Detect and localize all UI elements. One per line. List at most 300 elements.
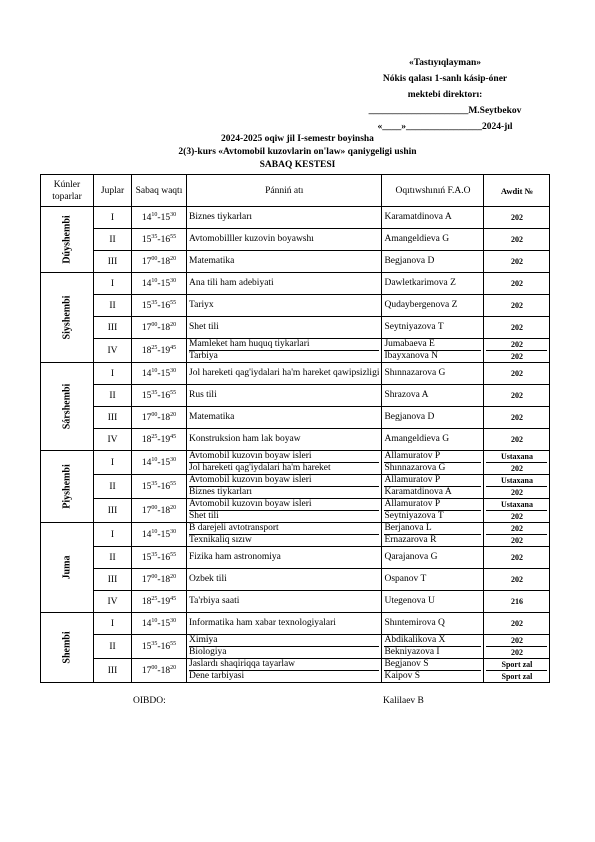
time-start-h: 15 <box>141 482 152 493</box>
lesson-time: $17^{00}-18^{20}$ <box>132 569 187 591</box>
lesson-time: $15^{35}-16^{55}$ <box>132 547 187 569</box>
subject-text: Biologiya <box>189 646 379 658</box>
teacher-text: Shınnazarova G <box>384 462 481 474</box>
subject-cell <box>187 429 382 451</box>
approval-signature-line: _____________________M.Seytbekov <box>368 106 522 116</box>
room-cell <box>484 407 550 429</box>
time-start-m: 00 <box>151 321 158 328</box>
subject-text: B darejeli avtotransport <box>189 523 279 533</box>
room-text: 202 <box>510 279 523 288</box>
time-end-h: 16 <box>160 391 171 402</box>
room-cell <box>484 385 550 407</box>
time-start-h: 18 <box>141 435 152 446</box>
subject-text: Jol hareketi qag'iydalari ha'm hareket qawipsizligi <box>189 368 380 378</box>
day-cell <box>41 523 94 613</box>
table-row <box>41 407 550 429</box>
pair-number: II <box>94 547 132 569</box>
header-time: Sabaq waqtı <box>132 175 187 207</box>
table-row <box>41 317 550 339</box>
teacher-text: Utegenova U <box>384 596 435 606</box>
room-text: Ustaxana <box>500 476 533 485</box>
time-end-m: 45 <box>170 344 177 351</box>
table-row <box>41 613 550 635</box>
teacher-text: Seytniyazova T <box>384 510 481 522</box>
lesson-time: $15^{35}-16^{55}$ <box>132 475 187 499</box>
subject-cell <box>187 385 382 407</box>
table-row <box>41 451 550 475</box>
day-label: Siyshembi <box>61 295 73 340</box>
pair-number: II <box>94 295 132 317</box>
teacher-cell <box>382 429 484 451</box>
pair-number: III <box>94 407 132 429</box>
room-text: 202 <box>510 301 523 310</box>
time-start-m: 00 <box>151 504 158 511</box>
subject-text: Ana tili ham adebiyati <box>189 278 274 288</box>
time-start-m: 00 <box>151 573 158 580</box>
subject-text: Jol hareketi qag'iydalari ha'm hareket <box>189 462 379 474</box>
pair-number: I <box>94 451 132 475</box>
teacher-cell <box>382 499 484 523</box>
approval-block <box>330 55 560 135</box>
pair-number: I <box>94 273 132 295</box>
subject-text: Jaslardı shaqiriqqa tayarlaw <box>189 659 296 669</box>
time-end-m: 55 <box>170 389 177 396</box>
subject-text: Fizika ham astronomiya <box>189 552 281 562</box>
subject-cell <box>187 635 382 659</box>
pair-number: III <box>94 499 132 523</box>
room-cell <box>484 613 550 635</box>
teacher-text: Ospanov T <box>384 574 427 584</box>
room-cell <box>484 273 550 295</box>
time-start-m: 25 <box>151 344 158 351</box>
time-end-m: 55 <box>170 480 177 487</box>
pair-number: II <box>94 475 132 499</box>
table-row <box>41 659 550 683</box>
title-line: SABAQ KESTESI <box>259 160 336 170</box>
teacher-text: Kaipov S <box>384 670 481 682</box>
header-pair: Juplar <box>94 175 132 207</box>
teacher-text: Qarajanova G <box>384 552 438 562</box>
time-start-h: 15 <box>141 553 152 564</box>
pair-number: II <box>94 229 132 251</box>
subject-text: Avtomobilller kuzovin boyawshı <box>189 234 314 244</box>
room-text: 202 <box>486 462 547 474</box>
subject-text: Biznes tiykarları <box>189 212 253 222</box>
teacher-text: Ibayxanova N <box>384 350 481 362</box>
subject-text: Ta'rbiya saati <box>189 596 240 606</box>
time-end-m: 20 <box>170 664 177 671</box>
time-start-h: 17 <box>141 413 152 424</box>
teacher-cell <box>382 475 484 499</box>
time-start-h: 18 <box>141 346 152 357</box>
time-start-m: 10 <box>151 277 158 284</box>
time-end-m: 20 <box>170 573 177 580</box>
teacher-cell <box>382 229 484 251</box>
pair-number: III <box>94 317 132 339</box>
time-end-m: 55 <box>170 551 177 558</box>
time-end-h: 16 <box>160 301 171 312</box>
header-room: Awdit № <box>484 175 550 207</box>
time-end-m: 30 <box>170 456 177 463</box>
schedule-body <box>41 207 550 683</box>
time-end-h: 15 <box>160 619 171 630</box>
day-label: Shembi <box>61 631 73 664</box>
time-end-m: 20 <box>170 255 177 262</box>
header-day: Kúnler toparlar <box>41 175 94 207</box>
time-start-m: 35 <box>151 480 158 487</box>
time-start-m: 10 <box>151 456 158 463</box>
room-cell <box>484 499 550 523</box>
time-end-m: 30 <box>170 528 177 535</box>
table-row <box>41 295 550 317</box>
time-end-h: 16 <box>160 235 171 246</box>
lesson-time: $15^{35}-16^{55}$ <box>132 635 187 659</box>
lesson-time: $14^{10}-15^{30}$ <box>132 363 187 385</box>
header-subject: Pánniń atı <box>187 175 382 207</box>
subject-text: Shet tili <box>189 510 379 522</box>
teacher-cell <box>382 635 484 659</box>
room-text: 202 <box>510 435 523 444</box>
lesson-time: $17^{00}-18^{20}$ <box>132 317 187 339</box>
teacher-cell <box>382 317 484 339</box>
subject-text: Ximiya <box>189 635 218 645</box>
time-start-h: 14 <box>141 458 152 469</box>
teacher-cell <box>382 339 484 363</box>
time-end-h: 15 <box>160 213 171 224</box>
room-text: 202 <box>486 534 547 546</box>
time-end-m: 30 <box>170 277 177 284</box>
subject-cell <box>187 475 382 499</box>
subject-cell <box>187 659 382 683</box>
room-text: 202 <box>486 510 547 522</box>
subject-cell <box>187 317 382 339</box>
time-start-m: 10 <box>151 211 158 218</box>
room-text: 202 <box>510 323 523 332</box>
lesson-time: $14^{10}-15^{30}$ <box>132 207 187 229</box>
subject-text: Konstruksion ham lak boyaw <box>189 434 301 444</box>
day-label: Sárshembi <box>61 383 73 430</box>
time-start-h: 17 <box>141 257 152 268</box>
room-cell <box>484 659 550 683</box>
subject-text: Mamleket ham huquq tiykarlari <box>189 339 310 349</box>
time-start-m: 00 <box>151 664 158 671</box>
time-start-m: 35 <box>151 389 158 396</box>
schedule-table <box>40 174 550 683</box>
table-row <box>41 251 550 273</box>
lesson-time: $17^{00}-18^{20}$ <box>132 499 187 523</box>
subject-cell <box>187 251 382 273</box>
time-start-h: 15 <box>141 235 152 246</box>
time-start-h: 15 <box>141 391 152 402</box>
time-start-m: 35 <box>151 233 158 240</box>
room-text: Sport zal <box>501 660 533 669</box>
time-start-m: 35 <box>151 551 158 558</box>
teacher-text: Shıntemirova Q <box>384 618 445 628</box>
subject-text: Ozbek tili <box>189 574 227 584</box>
room-text: 202 <box>510 369 523 378</box>
teacher-cell <box>382 613 484 635</box>
pair-number: IV <box>94 339 132 363</box>
subject-text: Informatika ham xabar texnologiyalari <box>189 618 336 628</box>
subject-text: Dene tarbiyasi <box>189 670 379 682</box>
document-title <box>0 133 595 172</box>
time-end-h: 15 <box>160 530 171 541</box>
time-start-m: 10 <box>151 367 158 374</box>
time-end-m: 45 <box>170 595 177 602</box>
room-cell <box>484 591 550 613</box>
teacher-text: Amangeldieva G <box>384 434 450 444</box>
room-text: Ustaxana <box>500 452 533 461</box>
time-start-h: 17 <box>141 575 152 586</box>
subject-text: Biznes tiykarları <box>189 486 379 498</box>
pair-number: III <box>94 659 132 683</box>
teacher-text: Ernazarova R <box>384 534 481 546</box>
time-start-h: 17 <box>141 506 152 517</box>
room-text: 202 <box>510 524 523 533</box>
lesson-time: $17^{00}-18^{20}$ <box>132 659 187 683</box>
time-start-h: 18 <box>141 597 152 608</box>
time-start-h: 14 <box>141 530 152 541</box>
time-end-h: 18 <box>160 575 171 586</box>
subject-cell <box>187 523 382 547</box>
room-text: 202 <box>510 391 523 400</box>
time-start-h: 14 <box>141 369 152 380</box>
time-end-h: 18 <box>160 257 171 268</box>
footer-oibdo: OIBDO: <box>133 696 166 706</box>
room-text: 202 <box>486 646 547 658</box>
teacher-cell <box>382 547 484 569</box>
lesson-time: $18^{25}-19^{45}$ <box>132 339 187 363</box>
pair-number: IV <box>94 429 132 451</box>
time-end-h: 19 <box>160 435 171 446</box>
room-cell <box>484 339 550 363</box>
table-row <box>41 475 550 499</box>
time-start-m: 35 <box>151 640 158 647</box>
subject-text: Matematika <box>189 412 235 422</box>
teacher-cell <box>382 591 484 613</box>
time-end-h: 19 <box>160 346 171 357</box>
footer-signatory: Kalilaev B <box>383 696 424 706</box>
table-row <box>41 207 550 229</box>
lesson-time: $15^{35}-16^{55}$ <box>132 385 187 407</box>
room-cell <box>484 229 550 251</box>
time-end-h: 18 <box>160 666 171 677</box>
subject-cell <box>187 363 382 385</box>
time-start-h: 17 <box>141 666 152 677</box>
teacher-text: Shınnazarova G <box>384 368 446 378</box>
teacher-cell <box>382 407 484 429</box>
subject-text: Avtomobil kuzovın boyaw isleri <box>189 499 312 509</box>
subject-cell <box>187 591 382 613</box>
room-text: 202 <box>510 213 523 222</box>
title-line: 2024-2025 oqiw jil I-semestr boyinsha <box>221 134 374 144</box>
room-text: 202 <box>510 235 523 244</box>
teacher-text: Allamuratov P <box>384 499 441 509</box>
teacher-text: Bekniyazova I <box>384 646 481 658</box>
subject-text: Tariyx <box>189 300 214 310</box>
lesson-time: $17^{00}-18^{20}$ <box>132 251 187 273</box>
teacher-text: Berjanova L <box>384 523 432 533</box>
table-row <box>41 339 550 363</box>
time-start-h: 15 <box>141 642 152 653</box>
teacher-cell <box>382 569 484 591</box>
subject-text: Avtomobil kuzovın boyaw isleri <box>189 475 312 485</box>
subject-cell <box>187 229 382 251</box>
table-row <box>41 363 550 385</box>
room-cell <box>484 547 550 569</box>
teacher-cell <box>382 251 484 273</box>
subject-cell <box>187 613 382 635</box>
teacher-cell <box>382 273 484 295</box>
teacher-cell <box>382 295 484 317</box>
time-end-m: 55 <box>170 233 177 240</box>
teacher-text: Shrazova A <box>384 390 429 400</box>
room-text: 202 <box>510 553 523 562</box>
teacher-text: Karamatdinova A <box>384 486 481 498</box>
day-label: Juma <box>61 555 73 580</box>
teacher-cell <box>382 363 484 385</box>
teacher-text: Allamuratov P <box>384 451 441 461</box>
room-text: 202 <box>510 619 523 628</box>
room-cell <box>484 207 550 229</box>
lesson-time: $17^{00}-18^{20}$ <box>132 407 187 429</box>
subject-cell <box>187 569 382 591</box>
room-cell <box>484 295 550 317</box>
time-start-m: 10 <box>151 617 158 624</box>
teacher-text: Jumabaeva E <box>384 339 435 349</box>
lesson-time: $15^{35}-16^{55}$ <box>132 229 187 251</box>
subject-text: Matematika <box>189 256 235 266</box>
table-row <box>41 499 550 523</box>
room-cell <box>484 429 550 451</box>
time-start-m: 00 <box>151 255 158 262</box>
time-end-h: 16 <box>160 642 171 653</box>
approval-line: mektebi direktorı: <box>407 90 483 100</box>
teacher-cell <box>382 659 484 683</box>
room-cell <box>484 251 550 273</box>
day-cell <box>41 207 94 273</box>
pair-number: II <box>94 385 132 407</box>
time-end-h: 15 <box>160 458 171 469</box>
teacher-text: Seytniyazova T <box>384 322 444 332</box>
day-label: Piyshembi <box>61 464 73 509</box>
lesson-time: $14^{10}-15^{30}$ <box>132 613 187 635</box>
approval-line: «Tastıyıqlayman» <box>409 58 481 68</box>
subject-cell <box>187 295 382 317</box>
time-end-h: 15 <box>160 279 171 290</box>
pair-number: I <box>94 613 132 635</box>
subject-cell <box>187 451 382 475</box>
day-cell <box>41 451 94 523</box>
lesson-time: $18^{25}-19^{45}$ <box>132 591 187 613</box>
time-end-h: 18 <box>160 323 171 334</box>
room-cell <box>484 317 550 339</box>
room-text: 202 <box>510 257 523 266</box>
teacher-cell <box>382 523 484 547</box>
time-end-m: 45 <box>170 433 177 440</box>
time-start-m: 25 <box>151 433 158 440</box>
pair-number: I <box>94 523 132 547</box>
time-end-m: 30 <box>170 211 177 218</box>
day-cell <box>41 273 94 363</box>
room-text: 202 <box>486 486 547 498</box>
teacher-text: Begjanova D <box>384 256 435 266</box>
approval-date-line: «____»________________2024-jıl <box>377 122 513 132</box>
teacher-cell <box>382 385 484 407</box>
approval-line: Nókis qalası 1-sanlı kásip-óner <box>382 74 508 84</box>
day-cell <box>41 613 94 683</box>
teacher-text: Allamuratov P <box>384 475 441 485</box>
time-end-h: 19 <box>160 597 171 608</box>
table-row <box>41 429 550 451</box>
room-cell <box>484 523 550 547</box>
subject-cell <box>187 547 382 569</box>
subject-cell <box>187 407 382 429</box>
lesson-time: $15^{35}-16^{55}$ <box>132 295 187 317</box>
room-text: 202 <box>510 575 523 584</box>
room-text: 202 <box>510 340 523 349</box>
lesson-time: $14^{10}-15^{30}$ <box>132 523 187 547</box>
time-start-m: 35 <box>151 299 158 306</box>
table-row <box>41 385 550 407</box>
time-end-m: 20 <box>170 411 177 418</box>
lesson-time: $18^{25}-19^{45}$ <box>132 429 187 451</box>
table-row <box>41 523 550 547</box>
table-row <box>41 229 550 251</box>
lesson-time: $14^{10}-15^{30}$ <box>132 451 187 475</box>
time-start-m: 00 <box>151 411 158 418</box>
lesson-time: $14^{10}-15^{30}$ <box>132 273 187 295</box>
room-text: 216 <box>510 597 523 606</box>
subject-cell <box>187 499 382 523</box>
time-start-m: 25 <box>151 595 158 602</box>
time-end-m: 30 <box>170 617 177 624</box>
teacher-text: Abdikalikova X <box>384 635 446 645</box>
room-text: 202 <box>510 413 523 422</box>
pair-number: IV <box>94 591 132 613</box>
time-start-h: 15 <box>141 301 152 312</box>
room-cell <box>484 569 550 591</box>
time-end-h: 18 <box>160 413 171 424</box>
room-text: 202 <box>510 636 523 645</box>
teacher-cell <box>382 207 484 229</box>
room-text: Sport zal <box>486 670 547 682</box>
time-start-h: 14 <box>141 279 152 290</box>
time-start-h: 14 <box>141 619 152 630</box>
subject-cell <box>187 339 382 363</box>
time-end-h: 16 <box>160 482 171 493</box>
time-end-h: 16 <box>160 553 171 564</box>
subject-text: Tarbiya <box>189 350 379 362</box>
time-start-h: 14 <box>141 213 152 224</box>
subject-text: Texnikaliq sızıw <box>189 534 379 546</box>
subject-cell <box>187 207 382 229</box>
time-start-h: 17 <box>141 323 152 334</box>
time-end-m: 55 <box>170 299 177 306</box>
subject-text: Shet tili <box>189 322 219 332</box>
pair-number: III <box>94 569 132 591</box>
pair-number: II <box>94 635 132 659</box>
subject-text: Rus tili <box>189 390 217 400</box>
subject-cell <box>187 273 382 295</box>
teacher-cell <box>382 451 484 475</box>
table-row <box>41 591 550 613</box>
header-teacher: Oqıtıwshınıń F.A.O <box>382 175 484 207</box>
room-text: Ustaxana <box>500 500 533 509</box>
room-cell <box>484 451 550 475</box>
day-label: Dúyshembi <box>61 215 73 264</box>
table-row <box>41 547 550 569</box>
